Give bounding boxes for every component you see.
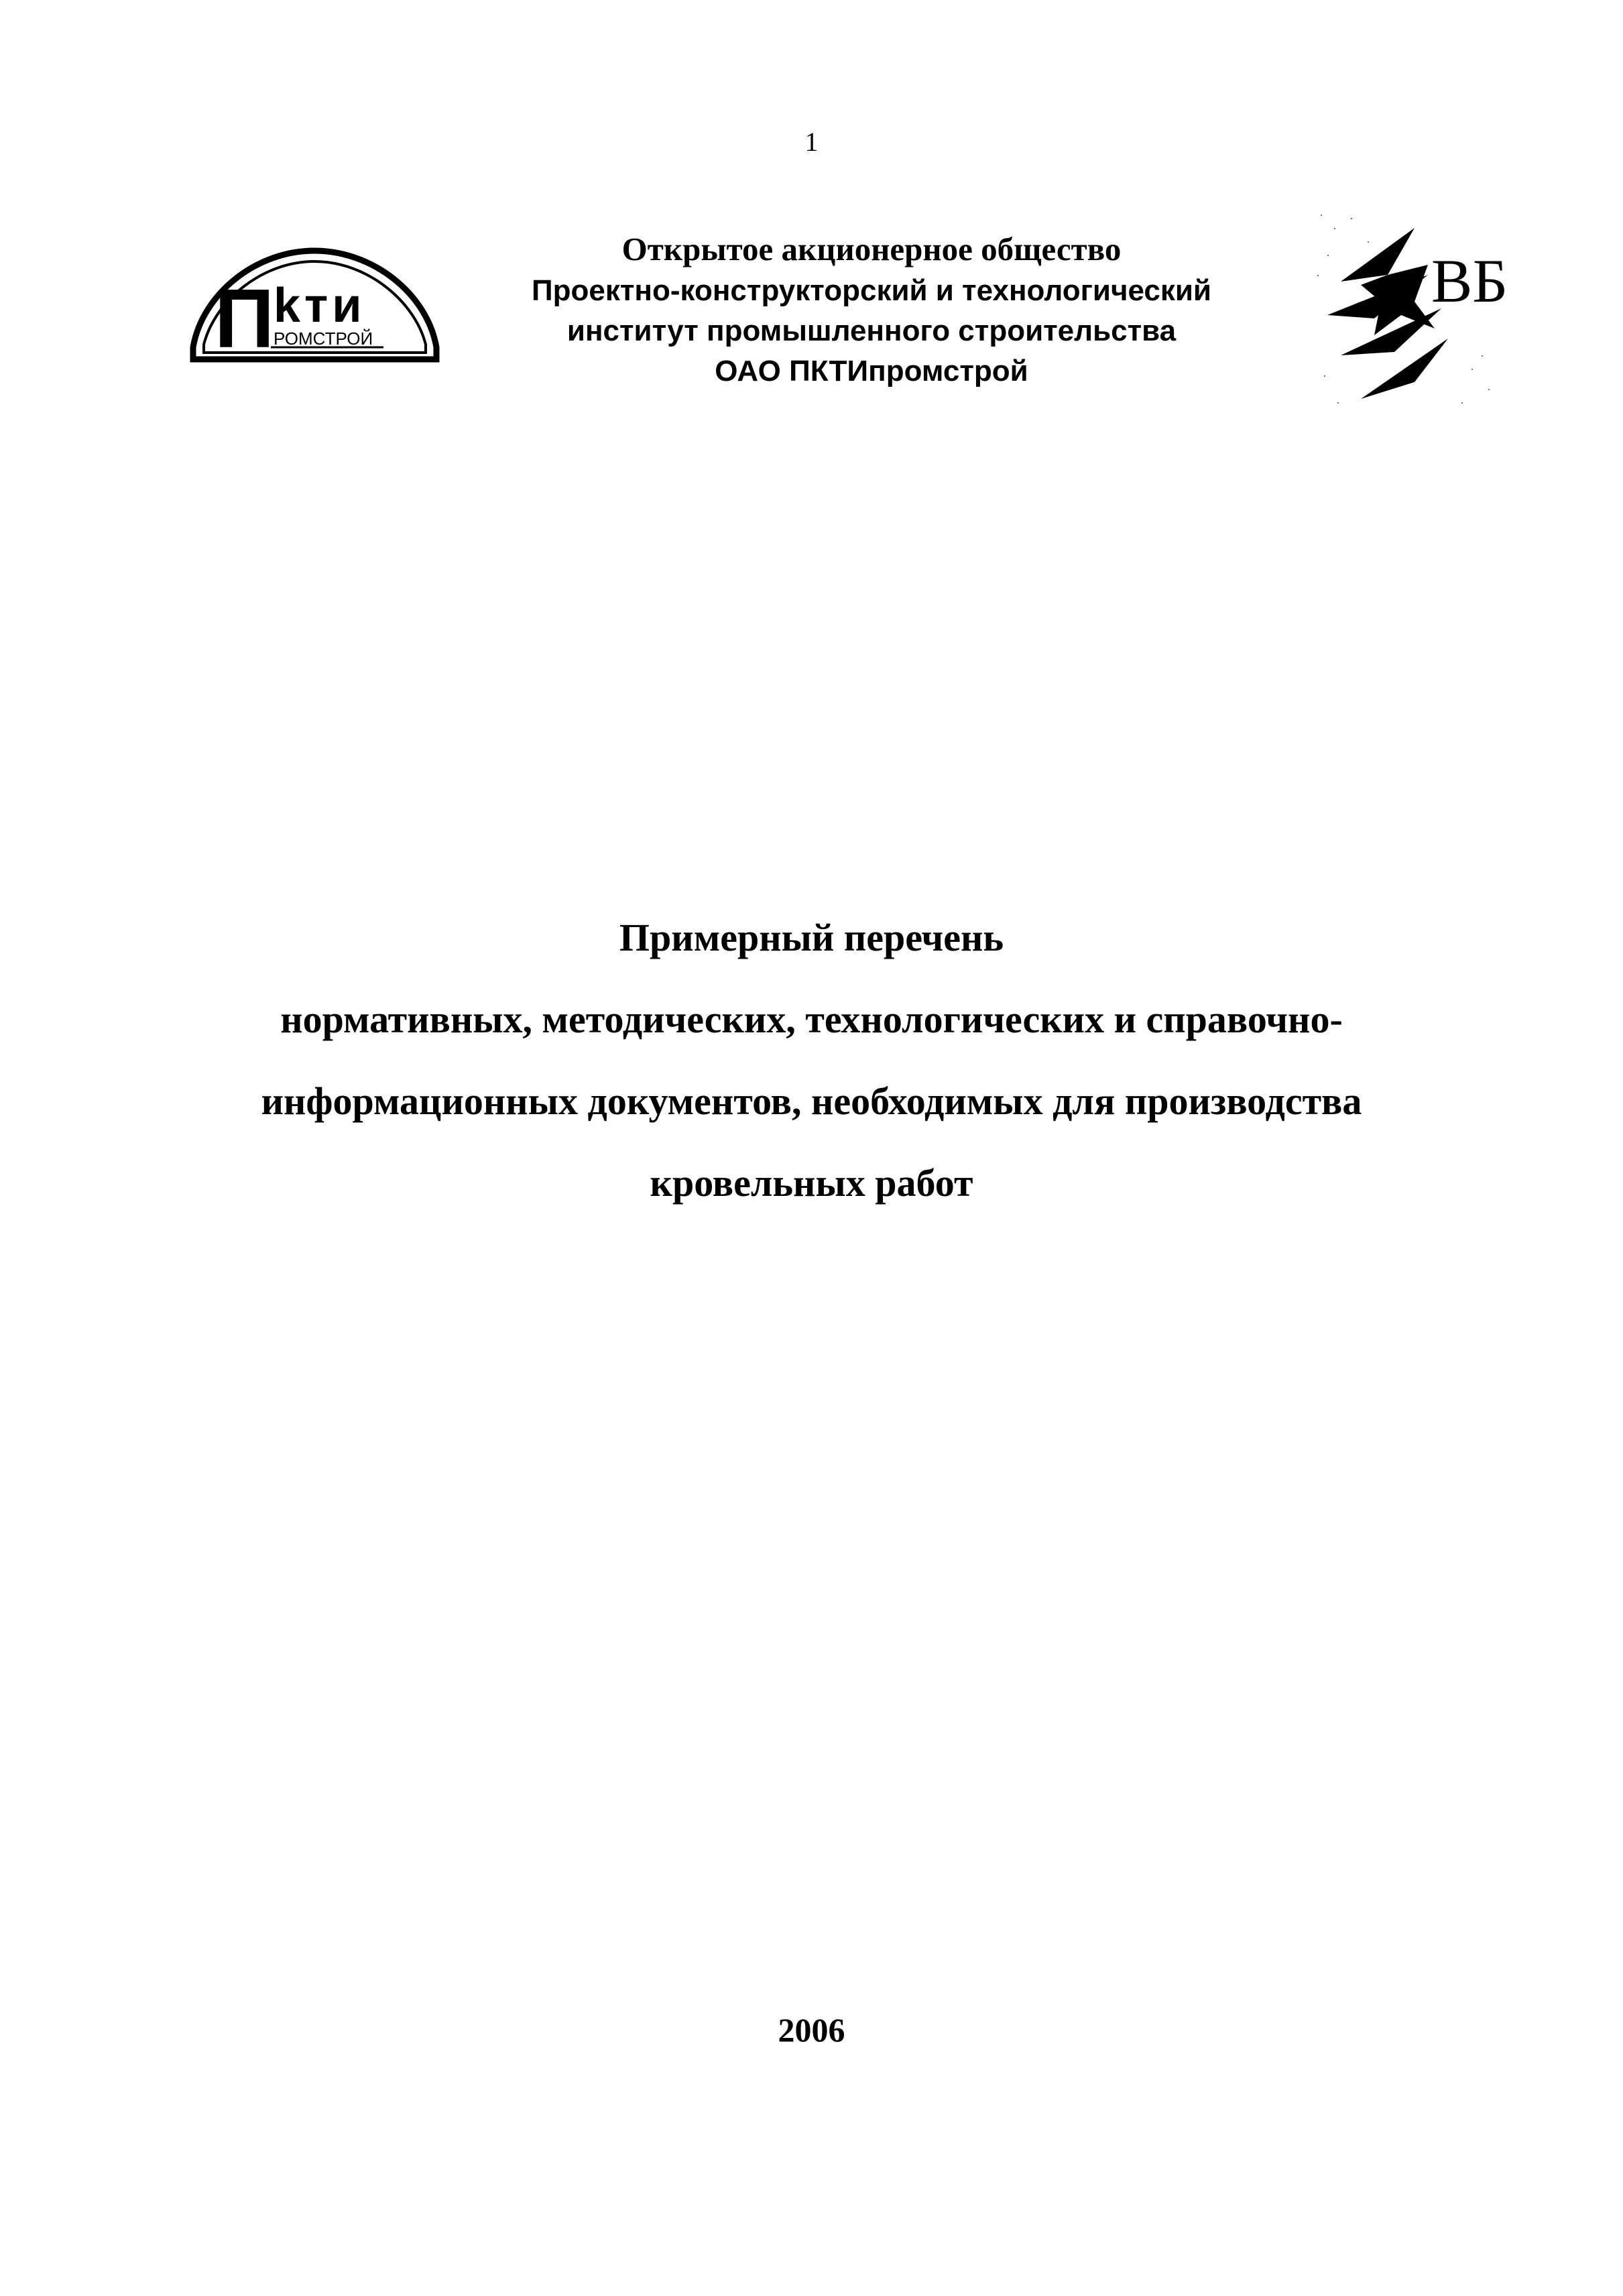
pktipromstroy-logo bbox=[189, 247, 440, 366]
organization-short-name: ОАО ПКТИпромстрой bbox=[715, 355, 1028, 387]
organization-name-line2: институт промышленного строительства bbox=[566, 314, 1177, 347]
logo-subtext: РОМСТРОЙ bbox=[274, 328, 373, 349]
document-title bbox=[134, 897, 1489, 1224]
organization-header bbox=[469, 228, 1274, 391]
title-line-2: нормативных, методических, технологических и справочно- bbox=[280, 998, 1343, 1041]
organization-type: Открытое акционерное общество bbox=[621, 231, 1122, 267]
organization-name-line1: Проектно-конструкторский и технологический bbox=[532, 274, 1211, 307]
emblem-letters: ВБ bbox=[1431, 247, 1508, 315]
logo-letter-p: П bbox=[215, 273, 275, 365]
publication-year: 2006 bbox=[778, 2011, 845, 2049]
title-line-1: Примерный перечень bbox=[619, 916, 1004, 959]
title-line-3: информационных документов, необходимых для производства bbox=[261, 1079, 1362, 1123]
emblem-lightning-star-logo bbox=[1314, 201, 1508, 412]
logo-letters-kti: kти bbox=[274, 279, 366, 333]
page-number: 1 bbox=[804, 127, 819, 157]
title-line-4: кровельных работ bbox=[650, 1161, 973, 1205]
